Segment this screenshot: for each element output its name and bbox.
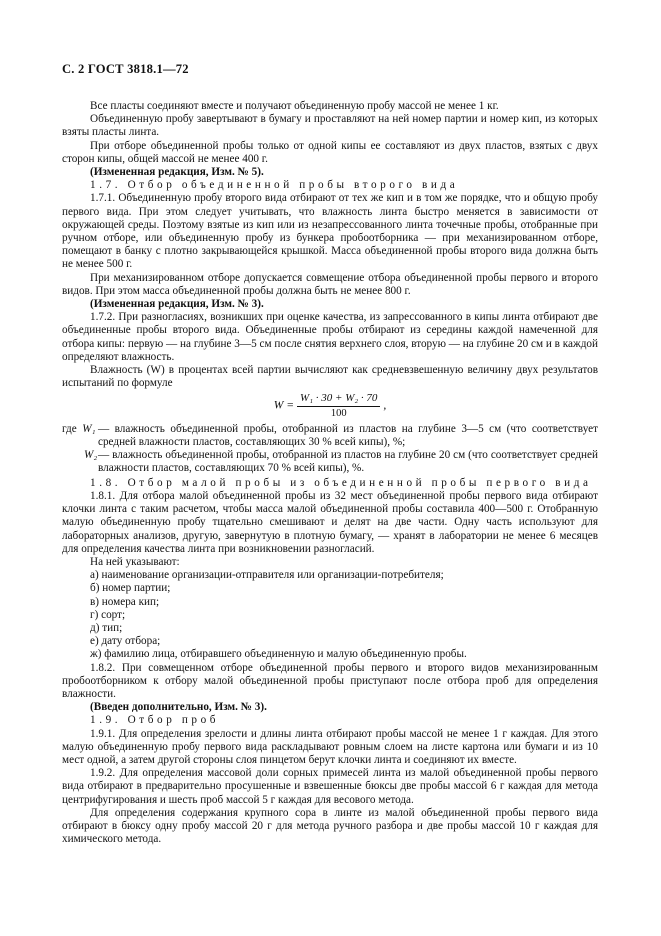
paragraph-label-intro: На ней указывают: [90,555,180,568]
paragraph-humidity-intro: Влажность (W) в процентах всей партии вычисляют как средневзвешенную величину двух результатов испытаний по формуле [62,364,598,390]
amendment-note-3b: (Введен дополнительно, Изм. № 3). [90,701,267,714]
where-text-w1: — влажность объединенной пробы, отобранной из пластов на глубине 3—5 см (что соответствует средней влажности пластов, составляющих 30 % всей кипы), %; [98,422,598,449]
paragraph-coarse-debris: Для определения содержания крупного сора в линте из малой объединенной пробы первого вида отбирают в бюксу одну пробу массой 20 г для метода ручного разбора и две пробы массой 10 г каждая для химического метода. [62,806,598,846]
formula-numerator: W₁ · 30 + W₂ · 70 [297,392,380,406]
paragraph-1-8-1: 1.8.1. Для отбора малой объединенной пробы из 32 мест объединенной пробы первого вида отбирают клочки линта с таким расчетом, чтобы масса малой объединенной пробы составила 400—500 г. Отобранную малую объединенную пробу тщательно смешивают и делят на две части. Одну часть используют для лабораторных анализов, другую, завернутую в плотную бумагу, — хранят в лаборатории не менее 6 месяцев для определения качества линта при возникновении разногласий. [62,489,598,555]
list-item: в) номера кип; [90,595,160,608]
paragraph-3: При отборе объединенной пробы только от одной кипы ее составляют из двух пластов, взятых с двух сторон кипы, общей массой не менее 400 г. [62,139,598,165]
section-heading-1-8: 1.8. Отбор малой пробы из объединенной пробы первого вида [90,476,592,489]
paragraph-1-9-1: 1.9.1. Для определения зрелости и длины линта отбирают пробы массой не менее 1 г каждая. Для этого малую объединенную пробу первого вида раскладывают ровным слоем на листе картона или бумаги и из 10 мест одной, а затем другой стороны слоя пинцетом берут клочки линта и соединяют их вместе. [62,727,598,766]
paragraph-1-7-2: 1.7.2. При разногласиях, возникших при оценке качества, из запрессованного в кипы линта отбирают две объединенные пробы второго вида. Объединенные пробы отбирают из середины каждой намеченной для отбора кипы: первую — на глубине 3—5 см после снятия верхнего слоя, вторую — на глубине 20 см и в каждой определяют влажность. [62,311,598,363]
where-label-w2: W₂ [84,449,98,462]
list-item: б) номер партии; [90,582,171,595]
where-block-1 [62,423,598,449]
document-body [62,100,598,846]
where-block-2 [62,449,598,475]
section-heading-1-7: 1.7. Отбор объединенной пробы второго вида [90,179,459,192]
formula-denominator: 100 [330,407,347,419]
list-item: е) дату отбора; [90,635,161,648]
paragraph-mechanized: При механизированном отборе допускается совмещение отбора объединенной пробы первого и второго видов. При этом масса объединенной пробы должна быть не менее 800 г. [62,271,598,297]
formula-tail: , [383,398,387,412]
formula-lhs: W = [273,398,295,412]
amendment-note-3a: (Измененная редакция, Изм. № 3). [90,298,264,311]
humidity-formula [62,392,598,419]
where-label-w1: W₁ [82,422,96,435]
paragraph-1-8-2: 1.8.2. При совмещенном отборе объединенной пробы первого и второго видов механизированным пробоотборником к отбору малой объединенной пробы приступают после отбора проб для определения влажности. [62,661,598,700]
section-heading-1-9: 1.9. Отбор проб [90,714,220,727]
where-text-w2: — влажность объединенной пробы, отобранной из пластов на глубине 20 см (что соответствует средней влажности пластов, составляющих 70 % всей кипы), %. [98,449,598,475]
paragraph-1: Все пласты соединяют вместе и получают объединенную пробу массой не менее 1 кг. [90,100,499,112]
paragraph-1-9-2: 1.9.2. Для определения массовой доли сорных примесей линта из малой объединенной пробы первого вида отбирают в предварительно просушенные и взвешенные бюксы две пробы массой 6 г каждая для метода центрифугирования и шесть проб массой 5 г каждая для весового метода. [62,767,598,806]
paragraph-1-7-1: 1.7.1. Объединенную пробу второго вида отбирают от тех же кип и в том же порядке, что и общую пробу первого вида. При этом следует учитывать, что влажность линта быстро меняется в зависимости от окружающей среды. Поэтому взятые из кип или из незапрессованного линта точечные пробы, отобранные при ручном отборе, или объединенную пробу из бункера пробоотборника — при механизированном отборе, помещают в банку с плотно закрывающейся крышкой. Масса объединенной пробы второго вида должна быть не менее 500 г. [62,192,598,271]
list-item: а) наименование организации-отправителя или организации-потребителя; [90,569,444,582]
list-item: д) тип; [90,621,123,634]
list-item: ж) фамилию лица, отбиравшего объединенную и малую объединенную пробы. [90,648,467,661]
paragraph-2: Объединенную пробу завертывают в бумагу и проставляют на ней номер партии и номер кип, из которых взяты пласты линта. [62,113,598,139]
amendment-note-5: (Измененная редакция, Изм. № 5). [90,166,264,179]
where-word: где [62,422,77,435]
list-item: г) сорт; [90,608,126,621]
formula-fraction [297,392,380,419]
page-header: С. 2 ГОСТ 3818.1—72 [62,62,189,76]
